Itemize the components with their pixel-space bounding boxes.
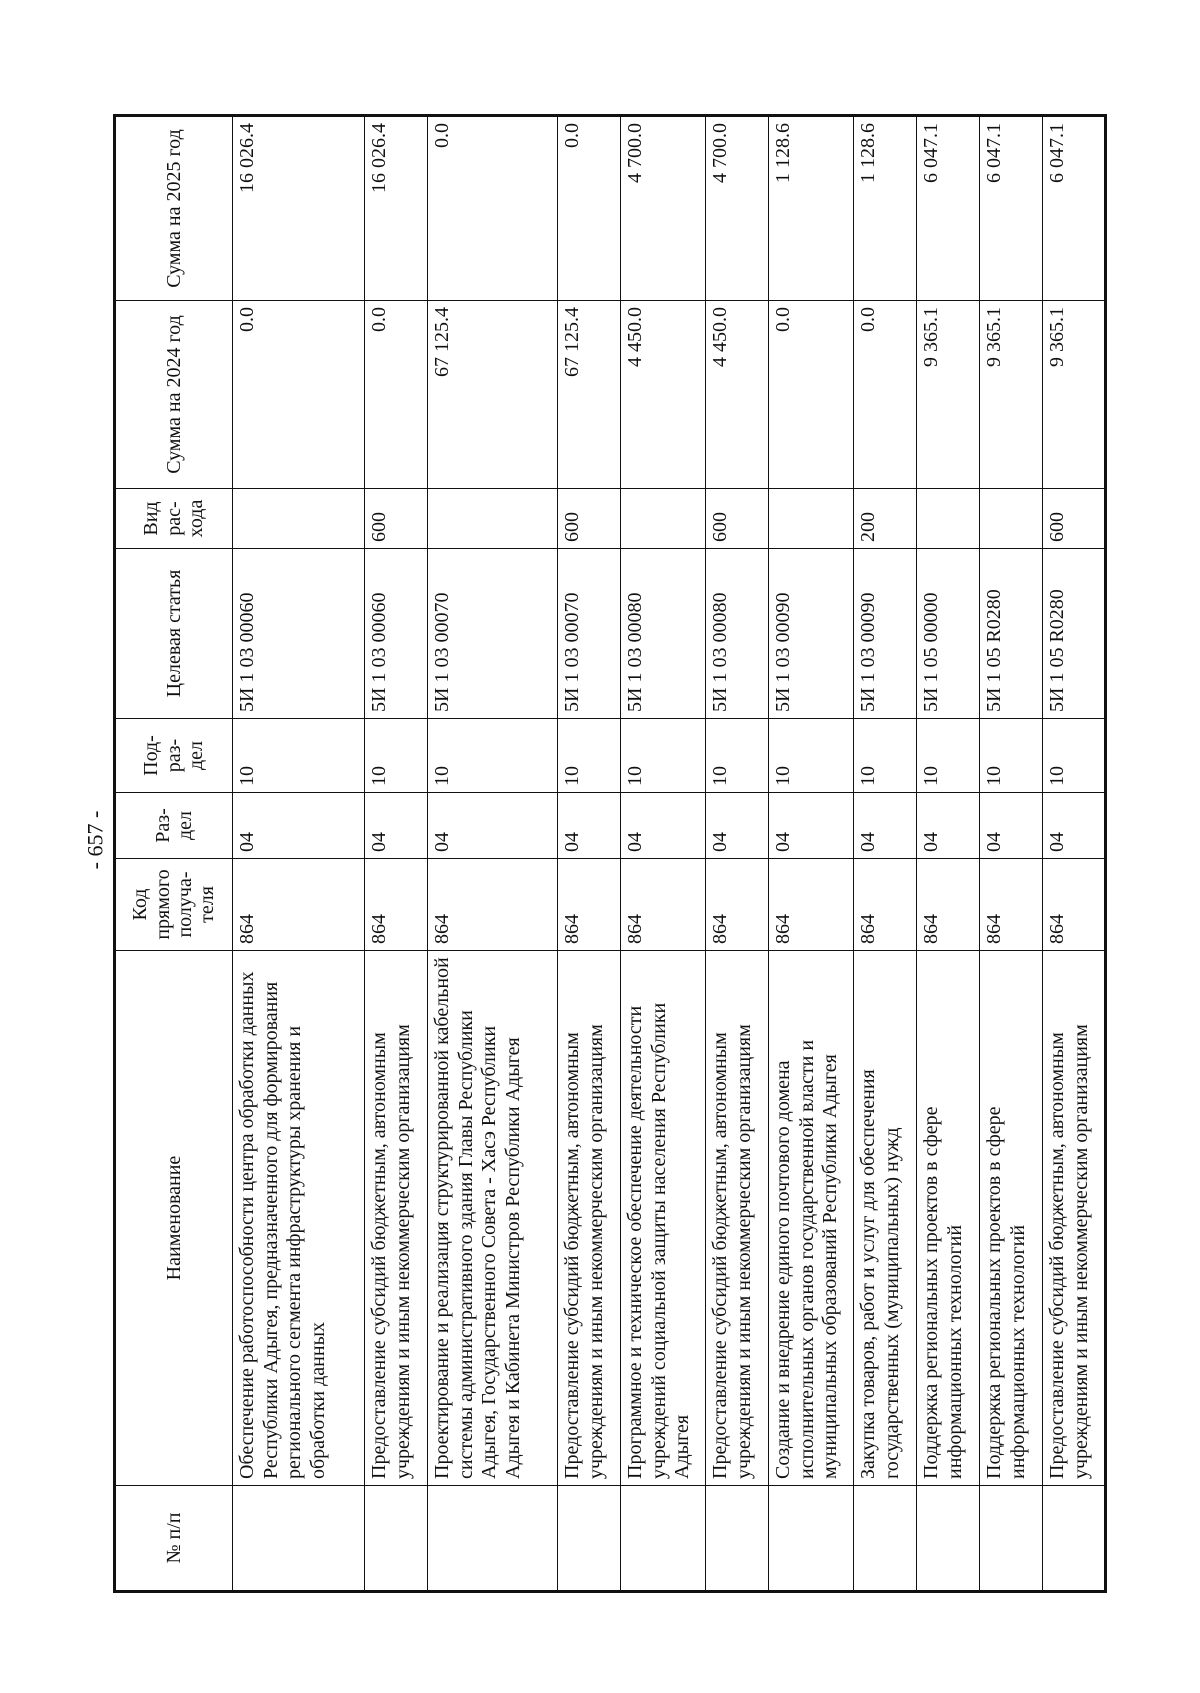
cell-sum-2024: 4 450.0 xyxy=(621,301,706,489)
cell-section: 04 xyxy=(917,793,980,859)
cell-recipient-code: 864 xyxy=(621,859,706,951)
cell-num xyxy=(233,1486,365,1592)
table-row xyxy=(621,116,706,1592)
cell-sum-2025: 16 026.4 xyxy=(233,116,365,301)
table-row xyxy=(365,116,428,1592)
cell-section: 04 xyxy=(558,793,621,859)
cell-sum-2025: 4 700.0 xyxy=(621,116,706,301)
cell-subsection: 10 xyxy=(558,719,621,793)
table-row xyxy=(980,116,1043,1592)
cell-sum-2024: 4 450.0 xyxy=(706,301,769,489)
cell-sum-2025: 6 047.1 xyxy=(980,116,1043,301)
cell-recipient-code: 864 xyxy=(428,859,558,951)
rotated-table-wrapper xyxy=(113,117,1092,1593)
cell-section: 04 xyxy=(621,793,706,859)
cell-section: 04 xyxy=(980,793,1043,859)
cell-sum-2025: 6 047.1 xyxy=(1043,116,1106,301)
cell-target-article: 5И 1 03 00080 xyxy=(706,549,769,719)
cell-expense-type xyxy=(769,489,854,549)
cell-recipient-code: 864 xyxy=(706,859,769,951)
page-number: - 657 - xyxy=(82,810,107,870)
cell-subsection: 10 xyxy=(769,719,854,793)
cell-recipient-code: 864 xyxy=(558,859,621,951)
cell-recipient-code: 864 xyxy=(917,859,980,951)
cell-name: Предоставление субсидий бюджетным, автономным учреждениям и иным некоммерческим организациям xyxy=(1043,951,1106,1486)
cell-sum-2024: 0.0 xyxy=(233,301,365,489)
cell-recipient-code: 864 xyxy=(233,859,365,951)
cell-name: Программное и техническое обеспечение деятельности учреждений социальной защиты населения Республики Адыгея xyxy=(621,951,706,1486)
cell-sum-2024: 9 365.1 xyxy=(980,301,1043,489)
table-row xyxy=(769,116,854,1592)
cell-target-article: 5И 1 03 00060 xyxy=(233,549,365,719)
cell-section: 04 xyxy=(1043,793,1106,859)
cell-section: 04 xyxy=(854,793,917,859)
cell-expense-type xyxy=(621,489,706,549)
cell-sum-2025: 1 128.6 xyxy=(854,116,917,301)
cell-subsection: 10 xyxy=(854,719,917,793)
table-row xyxy=(854,116,917,1592)
cell-section: 04 xyxy=(365,793,428,859)
cell-sum-2025: 0.0 xyxy=(558,116,621,301)
cell-target-article: 5И 1 03 00070 xyxy=(558,549,621,719)
header-section: Раз-дел xyxy=(115,793,233,859)
cell-sum-2024: 9 365.1 xyxy=(1043,301,1106,489)
cell-name: Закупка товаров, работ и услуг для обеспечения государственных (муниципальных) нужд xyxy=(854,951,917,1486)
cell-target-article: 5И 1 03 00090 xyxy=(769,549,854,719)
cell-recipient-code: 864 xyxy=(980,859,1043,951)
budget-table xyxy=(113,114,1107,1593)
cell-section: 04 xyxy=(769,793,854,859)
cell-sum-2024: 67 125.4 xyxy=(558,301,621,489)
cell-expense-type: 600 xyxy=(1043,489,1106,549)
cell-expense-type xyxy=(233,489,365,549)
table-row xyxy=(917,116,980,1592)
header-recipient-code: Код прямого получа-теля xyxy=(115,859,233,951)
cell-sum-2025: 16 026.4 xyxy=(365,116,428,301)
cell-expense-type: 600 xyxy=(558,489,621,549)
cell-name: Проектирование и реализация структурированной кабельной системы административного здания Главы Республики Адыгея, Государственного Совета - Хасэ Республики Адыгея и Кабинета Министров Республики Адыгея xyxy=(428,951,558,1486)
cell-sum-2024: 9 365.1 xyxy=(917,301,980,489)
cell-recipient-code: 864 xyxy=(769,859,854,951)
cell-num xyxy=(1043,1486,1106,1592)
cell-name: Создание и внедрение единого почтового домена исполнительных органов государственной власти и муниципальных образований Республики Адыгея xyxy=(769,951,854,1486)
table-row xyxy=(1043,116,1106,1592)
cell-name: Предоставление субсидий бюджетным, автономным учреждениям и иным некоммерческим организациям xyxy=(706,951,769,1486)
cell-recipient-code: 864 xyxy=(1043,859,1106,951)
header-sum-2025: Сумма на 2025 год xyxy=(115,116,233,301)
cell-num xyxy=(428,1486,558,1592)
cell-target-article: 5И 1 05 R0280 xyxy=(1043,549,1106,719)
cell-sum-2024: 0.0 xyxy=(769,301,854,489)
cell-expense-type xyxy=(428,489,558,549)
cell-expense-type: 200 xyxy=(854,489,917,549)
cell-subsection: 10 xyxy=(917,719,980,793)
cell-sum-2024: 0.0 xyxy=(365,301,428,489)
cell-num xyxy=(706,1486,769,1592)
cell-target-article: 5И 1 03 00060 xyxy=(365,549,428,719)
cell-subsection: 10 xyxy=(365,719,428,793)
cell-recipient-code: 864 xyxy=(365,859,428,951)
cell-num xyxy=(917,1486,980,1592)
cell-name: Обеспечение работоспособности центра обработки данных Республики Адыгея, предназначенного для формирования регионального сегмента инфраструктуры хранения и обработки данных xyxy=(233,951,365,1486)
cell-num xyxy=(365,1486,428,1592)
cell-sum-2025: 4 700.0 xyxy=(706,116,769,301)
cell-sum-2024: 67 125.4 xyxy=(428,301,558,489)
header-num: № п/п xyxy=(115,1486,233,1592)
table-row xyxy=(558,116,621,1592)
cell-expense-type xyxy=(917,489,980,549)
header-expense-type: Вид рас-хода xyxy=(115,489,233,549)
cell-subsection: 10 xyxy=(1043,719,1106,793)
table-row xyxy=(428,116,558,1592)
table-body xyxy=(233,116,1106,1592)
table-row xyxy=(233,116,365,1592)
cell-num xyxy=(769,1486,854,1592)
cell-subsection: 10 xyxy=(428,719,558,793)
rotated-table-inner xyxy=(113,117,1092,1593)
cell-section: 04 xyxy=(233,793,365,859)
header-subsection: Под-раз-дел xyxy=(115,719,233,793)
cell-name: Поддержка региональных проектов в сфере информационных технологий xyxy=(980,951,1043,1486)
cell-subsection: 10 xyxy=(621,719,706,793)
cell-target-article: 5И 1 03 00070 xyxy=(428,549,558,719)
cell-expense-type xyxy=(980,489,1043,549)
header-sum-2024: Сумма на 2024 год xyxy=(115,301,233,489)
cell-num xyxy=(980,1486,1043,1592)
cell-subsection: 10 xyxy=(233,719,365,793)
cell-target-article: 5И 1 03 00080 xyxy=(621,549,706,719)
header-name: Наименование xyxy=(115,951,233,1486)
cell-expense-type: 600 xyxy=(706,489,769,549)
page-number-container xyxy=(75,800,115,880)
cell-expense-type: 600 xyxy=(365,489,428,549)
table-header-row xyxy=(115,116,233,1592)
table-row xyxy=(706,116,769,1592)
cell-target-article: 5И 1 03 00090 xyxy=(854,549,917,719)
cell-sum-2025: 1 128.6 xyxy=(769,116,854,301)
cell-target-article: 5И 1 05 R0280 xyxy=(980,549,1043,719)
cell-num xyxy=(854,1486,917,1592)
cell-section: 04 xyxy=(706,793,769,859)
cell-section: 04 xyxy=(428,793,558,859)
cell-num xyxy=(621,1486,706,1592)
cell-num xyxy=(558,1486,621,1592)
cell-sum-2025: 6 047.1 xyxy=(917,116,980,301)
header-target-article: Целевая статья xyxy=(115,549,233,719)
cell-subsection: 10 xyxy=(706,719,769,793)
cell-sum-2025: 0.0 xyxy=(428,116,558,301)
cell-subsection: 10 xyxy=(980,719,1043,793)
cell-name: Предоставление субсидий бюджетным, автономным учреждениям и иным некоммерческим организациям xyxy=(365,951,428,1486)
cell-name: Поддержка региональных проектов в сфере информационных технологий xyxy=(917,951,980,1486)
cell-recipient-code: 864 xyxy=(854,859,917,951)
cell-target-article: 5И 1 05 00000 xyxy=(917,549,980,719)
cell-sum-2024: 0.0 xyxy=(854,301,917,489)
cell-name: Предоставление субсидий бюджетным, автономным учреждениям и иным некоммерческим организациям xyxy=(558,951,621,1486)
